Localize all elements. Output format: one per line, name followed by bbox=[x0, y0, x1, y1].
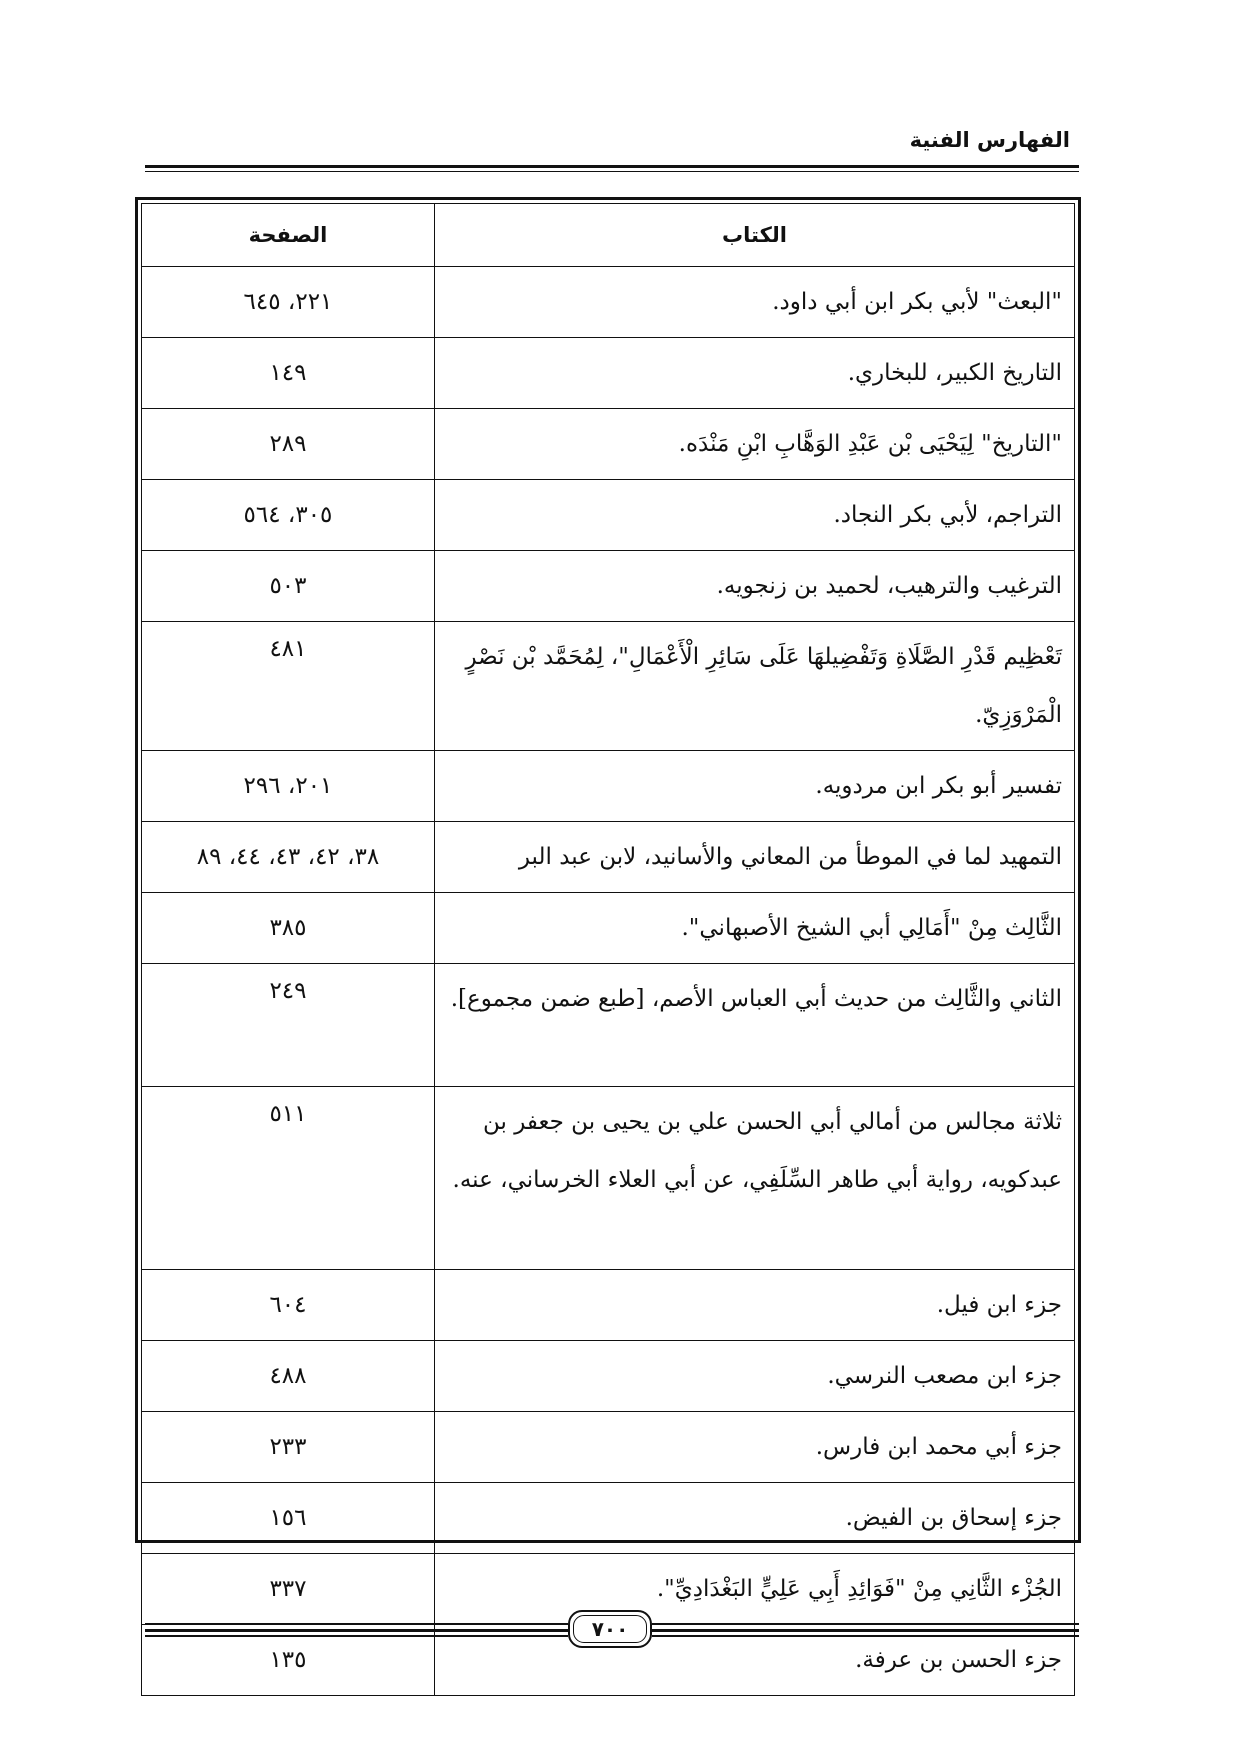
book-title-cell: جزء الحسن بن عرفة. bbox=[434, 1625, 1074, 1696]
book-title-cell: الترغيب والترهيب، لحميد بن زنجويه. bbox=[434, 551, 1074, 622]
book-title-cell: ثلاثة مجالس من أمالي أبي الحسن علي بن يحيى بن جعفر بن عبدكويه، رواية أبي طاهر السِّلَفِي، عن أبي العلاء الخرساني، عنه. bbox=[434, 1087, 1074, 1270]
footer-rule-left-2 bbox=[145, 1629, 568, 1632]
book-title-cell: جزء ابن فيل. bbox=[434, 1270, 1074, 1341]
book-title-cell: جزء إسحاق بن الفيض. bbox=[434, 1483, 1074, 1554]
page-number-cell: ٢٣٣ bbox=[142, 1412, 435, 1483]
page-number-cell: ٥٠٣ bbox=[142, 551, 435, 622]
page-number-cell: ١٥٦ bbox=[142, 1483, 435, 1554]
table-row bbox=[142, 409, 1075, 480]
footer-rule-left-3 bbox=[145, 1635, 568, 1637]
page-number-badge bbox=[568, 1610, 652, 1648]
book-title-cell: جزء أبي محمد ابن فارس. bbox=[434, 1412, 1074, 1483]
page-number-cell: ٢٠١، ٢٩٦ bbox=[142, 751, 435, 822]
table-row bbox=[142, 1270, 1075, 1341]
table-row bbox=[142, 893, 1075, 964]
page-number-cell: ٥١١ bbox=[142, 1087, 435, 1270]
table-row bbox=[142, 822, 1075, 893]
page-number-cell: ١٤٩ bbox=[142, 338, 435, 409]
book-title-cell: التاريخ الكبير، للبخاري. bbox=[434, 338, 1074, 409]
running-header: الفهارس الفنية bbox=[909, 128, 1070, 152]
table-row bbox=[142, 1483, 1075, 1554]
table-row bbox=[142, 480, 1075, 551]
page-number-cell: ٣٠٥، ٥٦٤ bbox=[142, 480, 435, 551]
page-number-cell: ٢٢١، ٦٤٥ bbox=[142, 267, 435, 338]
book-title-cell: الثَّالِث مِنْ "أَمَالِي أبي الشيخ الأصبهاني". bbox=[434, 893, 1074, 964]
page-number-cell: ٣٨٥ bbox=[142, 893, 435, 964]
table-row bbox=[142, 1341, 1075, 1412]
page-number-cell: ١٣٥ bbox=[142, 1625, 435, 1696]
page-number-cell: ٣٣٧ bbox=[142, 1554, 435, 1625]
book-title-cell: تَعْظِيم قَدْرِ الصَّلَاةِ وَتَفْضِيلهَا عَلَى سَائِرِ الْأَعْمَالِ"، لِمُحَمَّد بْن نَصْرٍ الْمَرْوَزِيّ. bbox=[434, 622, 1074, 751]
column-header-page: الصفحة bbox=[142, 204, 435, 267]
table-row bbox=[142, 1412, 1075, 1483]
page-number-cell: ٢٤٩ bbox=[142, 964, 435, 1087]
footer-rule-left-1 bbox=[145, 1623, 568, 1625]
book-title-cell: الجُزْء الثَّانِي مِنْ "فَوَائِدِ أَبِي عَلِيٍّ البَغْدَادِيِّ". bbox=[434, 1554, 1074, 1625]
header-rule-thin bbox=[145, 171, 1079, 172]
header-rule-thick bbox=[145, 165, 1079, 168]
page-number-cell: ٤٨١ bbox=[142, 622, 435, 751]
table-row bbox=[142, 267, 1075, 338]
page-number-cell: ٦٠٤ bbox=[142, 1270, 435, 1341]
page-number-cell: ٣٨، ٤٢، ٤٣، ٤٤، ٨٩ bbox=[142, 822, 435, 893]
book-title-cell: جزء ابن مصعب النرسي. bbox=[434, 1341, 1074, 1412]
book-title-cell: التراجم، لأبي بكر النجاد. bbox=[434, 480, 1074, 551]
table-row bbox=[142, 551, 1075, 622]
footer-rule-right-1 bbox=[652, 1623, 1079, 1625]
table-row bbox=[142, 338, 1075, 409]
book-title-cell: التمهيد لما في الموطأ من المعاني والأسانيد، لابن عبد البر bbox=[434, 822, 1074, 893]
table-row bbox=[142, 964, 1075, 1087]
column-header-book: الكتاب bbox=[434, 204, 1074, 267]
page-number: ٧٠٠ bbox=[591, 1617, 629, 1641]
table-row bbox=[142, 751, 1075, 822]
book-title-cell: "التاريخ" لِيَحْيَى بْن عَبْدِ الوَهَّابِ ابْنِ مَنْدَه. bbox=[434, 409, 1074, 480]
footer-rule-right-3 bbox=[652, 1635, 1079, 1637]
book-title-cell: الثاني والثَّالِث من حديث أبي العباس الأصم، [طبع ضمن مجموع]. bbox=[434, 964, 1074, 1087]
book-title-cell: "البعث" لأبي بكر ابن أبي داود. bbox=[434, 267, 1074, 338]
index-table bbox=[141, 203, 1075, 1696]
page-number-cell: ٤٨٨ bbox=[142, 1341, 435, 1412]
footer-rule-right-2 bbox=[652, 1629, 1079, 1632]
page-number-cell: ٢٨٩ bbox=[142, 409, 435, 480]
table-row bbox=[142, 1087, 1075, 1270]
table-row bbox=[142, 622, 1075, 751]
book-title-cell: تفسير أبو بكر ابن مردويه. bbox=[434, 751, 1074, 822]
table-header-row bbox=[142, 204, 1075, 267]
